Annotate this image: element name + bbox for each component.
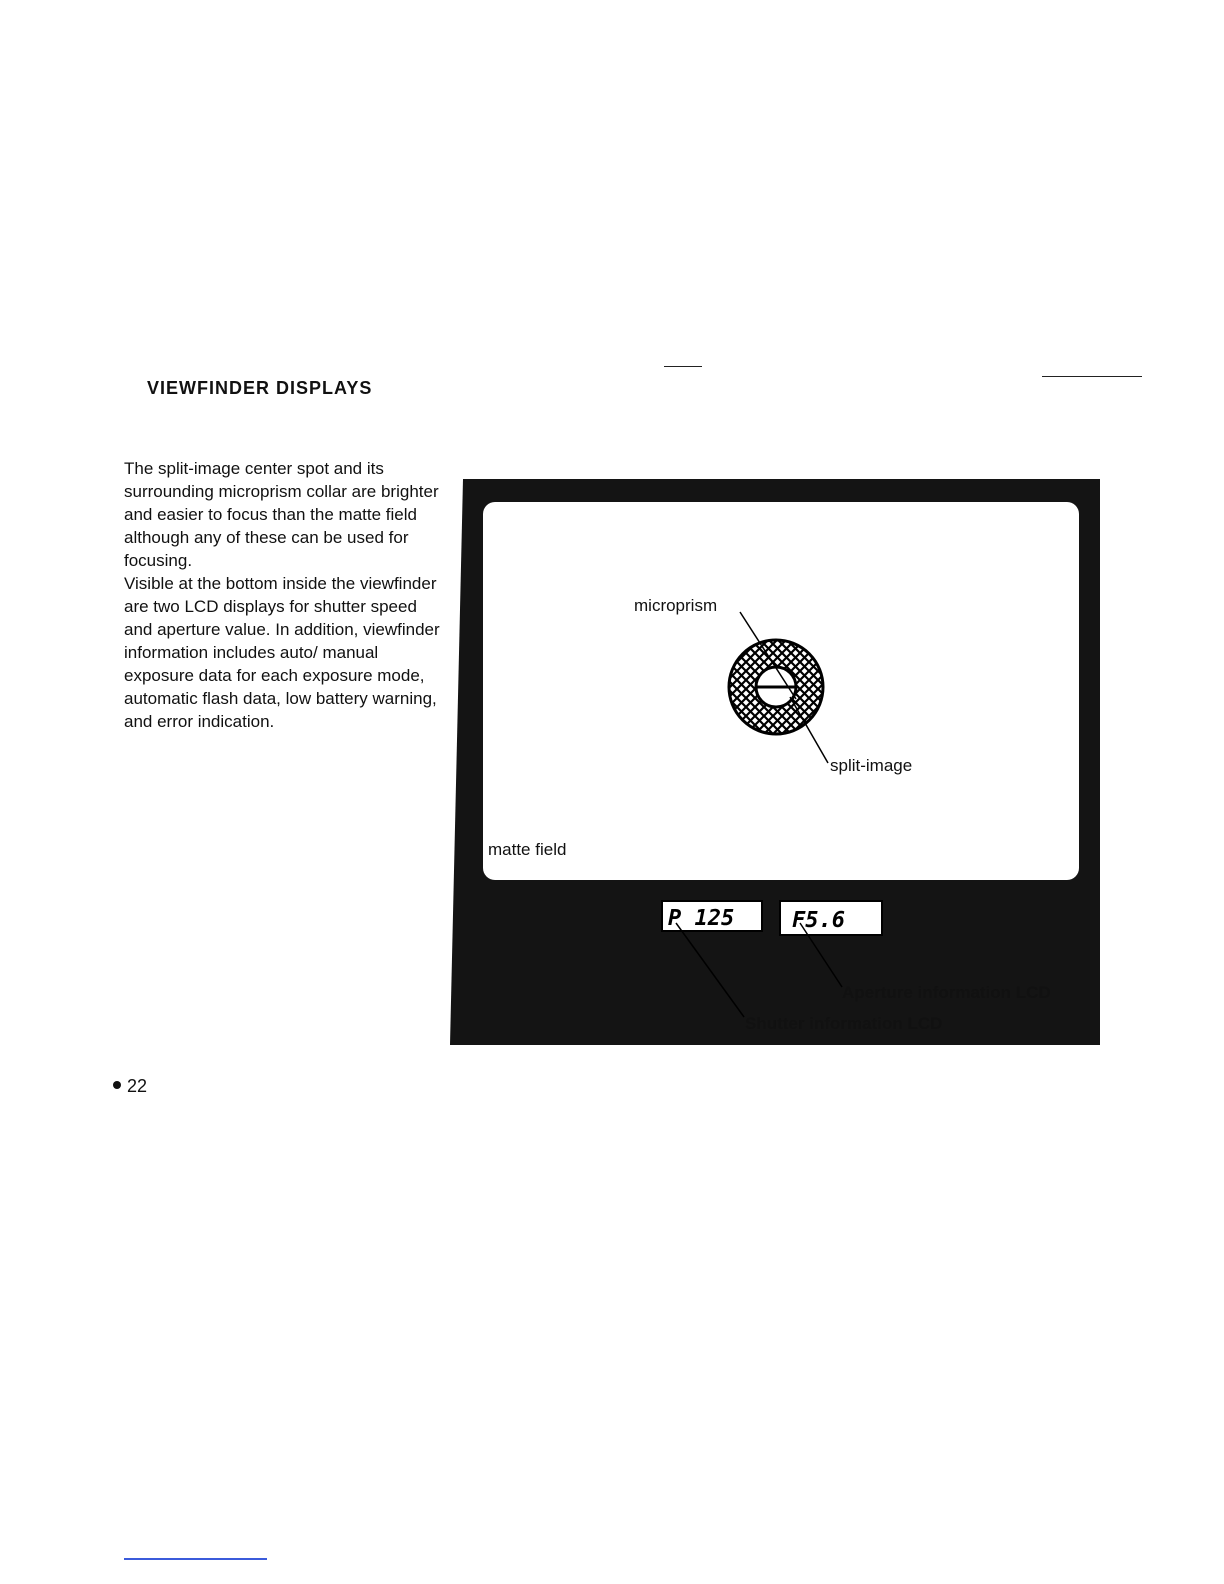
paragraph-focusing: The split-image center spot and its surrounding microprism collar are brighter and easier to focus than the matte field although any of these can be used for focusing. [124,459,439,570]
header-rule-long [1042,376,1142,377]
section-title: VIEWFINDER DISPLAYS [147,378,373,398]
header-rule-short [664,366,702,367]
split-image-label: split-image [830,756,913,775]
paragraph-lcd-displays: Visible at the bottom inside the viewfinder are two LCD displays for shutter speed and aperture value. In addition, viewfinder information includes auto/ manual exposure data for each exposure mode, automatic flash data, low battery warning, and error indication. [124,574,440,731]
aperture-lcd-label: Aperture information LCD [842,983,1051,1002]
shutter-lcd-readout: P 125 [668,906,735,931]
bottom-rule [124,1558,267,1560]
shutter-lcd [662,901,762,931]
microprism-label: microprism [634,596,718,615]
aperture-lcd [780,901,882,935]
matte-field-label: matte field [488,840,567,859]
aperture-lcd-readout: F5.6 [792,908,845,933]
focusing-screen-center [729,640,823,734]
bullet-icon [113,1081,121,1089]
viewfinder-diagram [440,455,1100,1045]
page-number-value: 22 [127,1076,148,1096]
body-text [124,457,444,733]
shutter-lcd-label: Shutter information LCD [745,1014,943,1033]
page-number [113,1076,147,1097]
